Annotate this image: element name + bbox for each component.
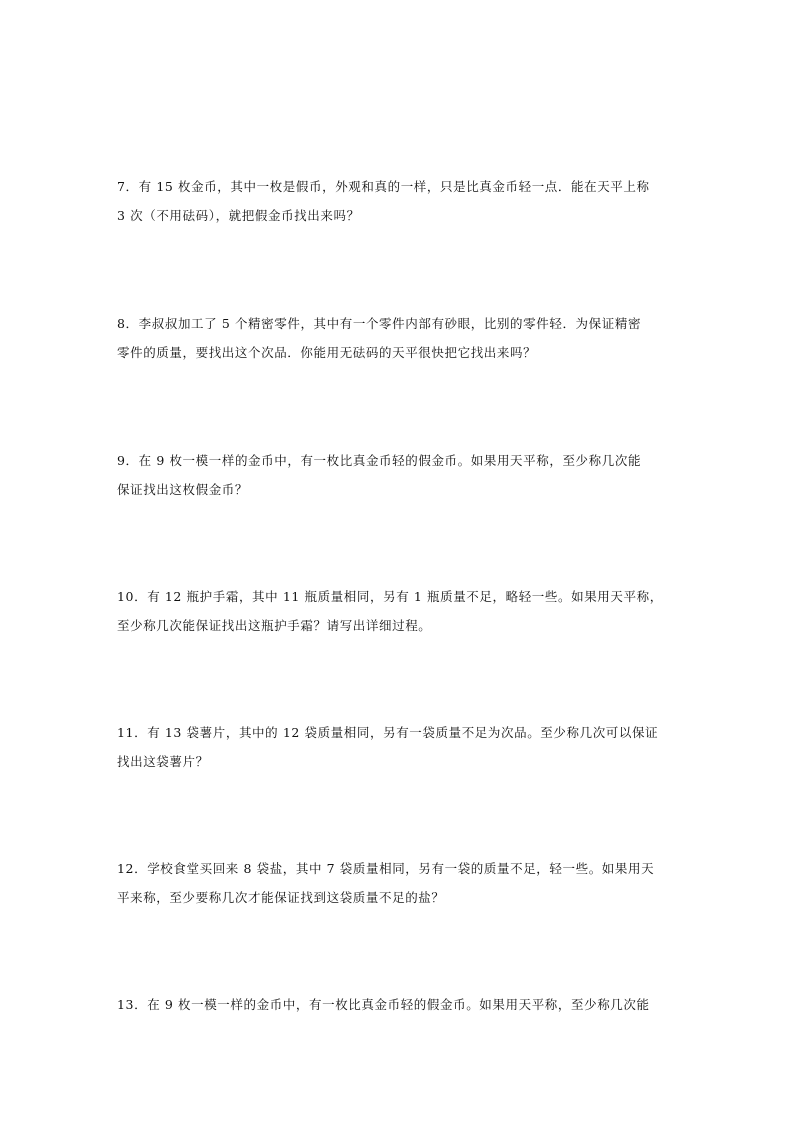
question-11-line-1: 11．有 13 袋薯片，其中的 12 袋质量相同，另有一袋质量不足为次品。至少称几次可以保证	[117, 725, 659, 740]
question-8-line-1: 8．李叔叔加工了 5 个精密零件，其中有一个零件内部有砂眼，比别的零件轻．为保证精密	[117, 316, 642, 331]
question-12-line-2: 平来称，至少要称几次才能保证找到这袋质量不足的盐？	[117, 890, 445, 905]
question-8	[117, 309, 687, 367]
question-7	[117, 172, 687, 230]
question-9-line-2: 保证找出这枚假金币？	[117, 482, 249, 497]
question-13	[117, 990, 687, 1019]
question-7-line-1: 7．有 15 枚金币，其中一枚是假币，外观和真的一样，只是比真金币轻一点．能在天平上称	[117, 179, 650, 194]
question-12-line-1: 12．学校食堂买回来 8 袋盐，其中 7 袋质量相同，另有一袋的质量不足，轻一些。如果用天	[117, 861, 655, 876]
question-11-line-2: 找出这袋薯片？	[117, 754, 209, 769]
question-10-line-2: 至少称几次能保证找出这瓶护手霜？请写出详细过程。	[117, 618, 432, 633]
question-12	[117, 854, 687, 912]
question-13-line-1: 13．在 9 枚一模一样的金币中，有一枚比真金币轻的假金币。如果用天平称，至少称几次能	[117, 997, 650, 1012]
question-10	[117, 582, 687, 640]
question-7-line-2: 3 次（不用砝码），就把假金币找出来吗？	[117, 208, 360, 223]
question-8-line-2: 零件的质量，要找出这个次品．你能用无砝码的天平很快把它找出来吗？	[117, 345, 537, 360]
question-10-line-1: 10．有 12 瓶护手霜，其中 11 瓶质量相同，另有 1 瓶质量不足，略轻一些。如果用天平称，	[117, 589, 663, 604]
question-9	[117, 446, 687, 504]
question-9-line-1: 9．在 9 枚一模一样的金币中，有一枚比真金币轻的假金币。如果用天平称，至少称几次能	[117, 453, 642, 468]
question-11	[117, 718, 687, 776]
